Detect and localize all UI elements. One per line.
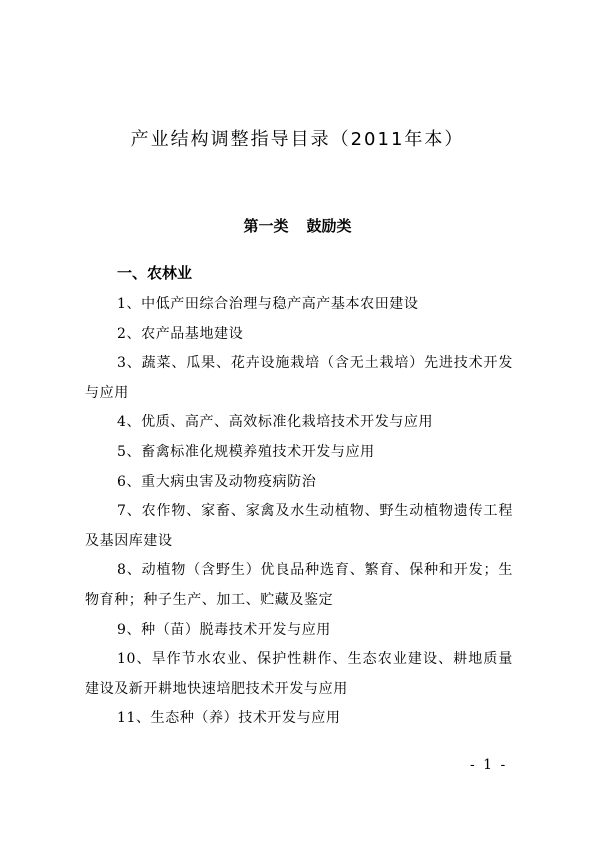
list-item: 2、农产品基地建设 xyxy=(117,325,244,342)
list-item: 6、重大病虫害及动物疫病防治 xyxy=(117,473,317,490)
list-item: 1、中低产田综合治理与稳产高产基本农田建设 xyxy=(117,296,419,312)
list-item: 7、农作物、家畜、家禽及水生动植物、野生动植物遗传工程及基因库建设 xyxy=(85,503,513,549)
list-item: 9、种（苗）脱毒技术开发与应用 xyxy=(117,621,331,638)
list-item: 10、旱作节水农业、保护性耕作、生态农业建设、耕地质量建设及新开耕地快速培肥技术开发与应用 xyxy=(85,651,513,697)
list-item: 5、畜禽标准化规模养殖技术开发与应用 xyxy=(117,443,375,460)
list-item: 4、优质、高产、高效标准化栽培技术开发与应用 xyxy=(117,414,434,431)
list-item: 8、动植物（含野生）优良品种选育、繁育、保种和开发；生物育种；种子生产、加工、贮藏及鉴定 xyxy=(85,562,513,608)
item-list xyxy=(85,290,513,734)
section-heading: 一、农林业 xyxy=(117,264,193,282)
list-item: 11、生态种（养）技术开发与应用 xyxy=(117,710,341,727)
category-name: 鼓励类 xyxy=(306,217,352,235)
category-heading xyxy=(0,215,595,237)
page-number: - 1 - xyxy=(470,757,508,773)
document-title: 产业结构调整指导目录（2011年本） xyxy=(130,129,465,150)
category-number: 第一类 xyxy=(243,217,289,235)
list-item: 3、蔬菜、瓜果、花卉设施栽培（含无土栽培）先进技术开发与应用 xyxy=(85,355,513,401)
